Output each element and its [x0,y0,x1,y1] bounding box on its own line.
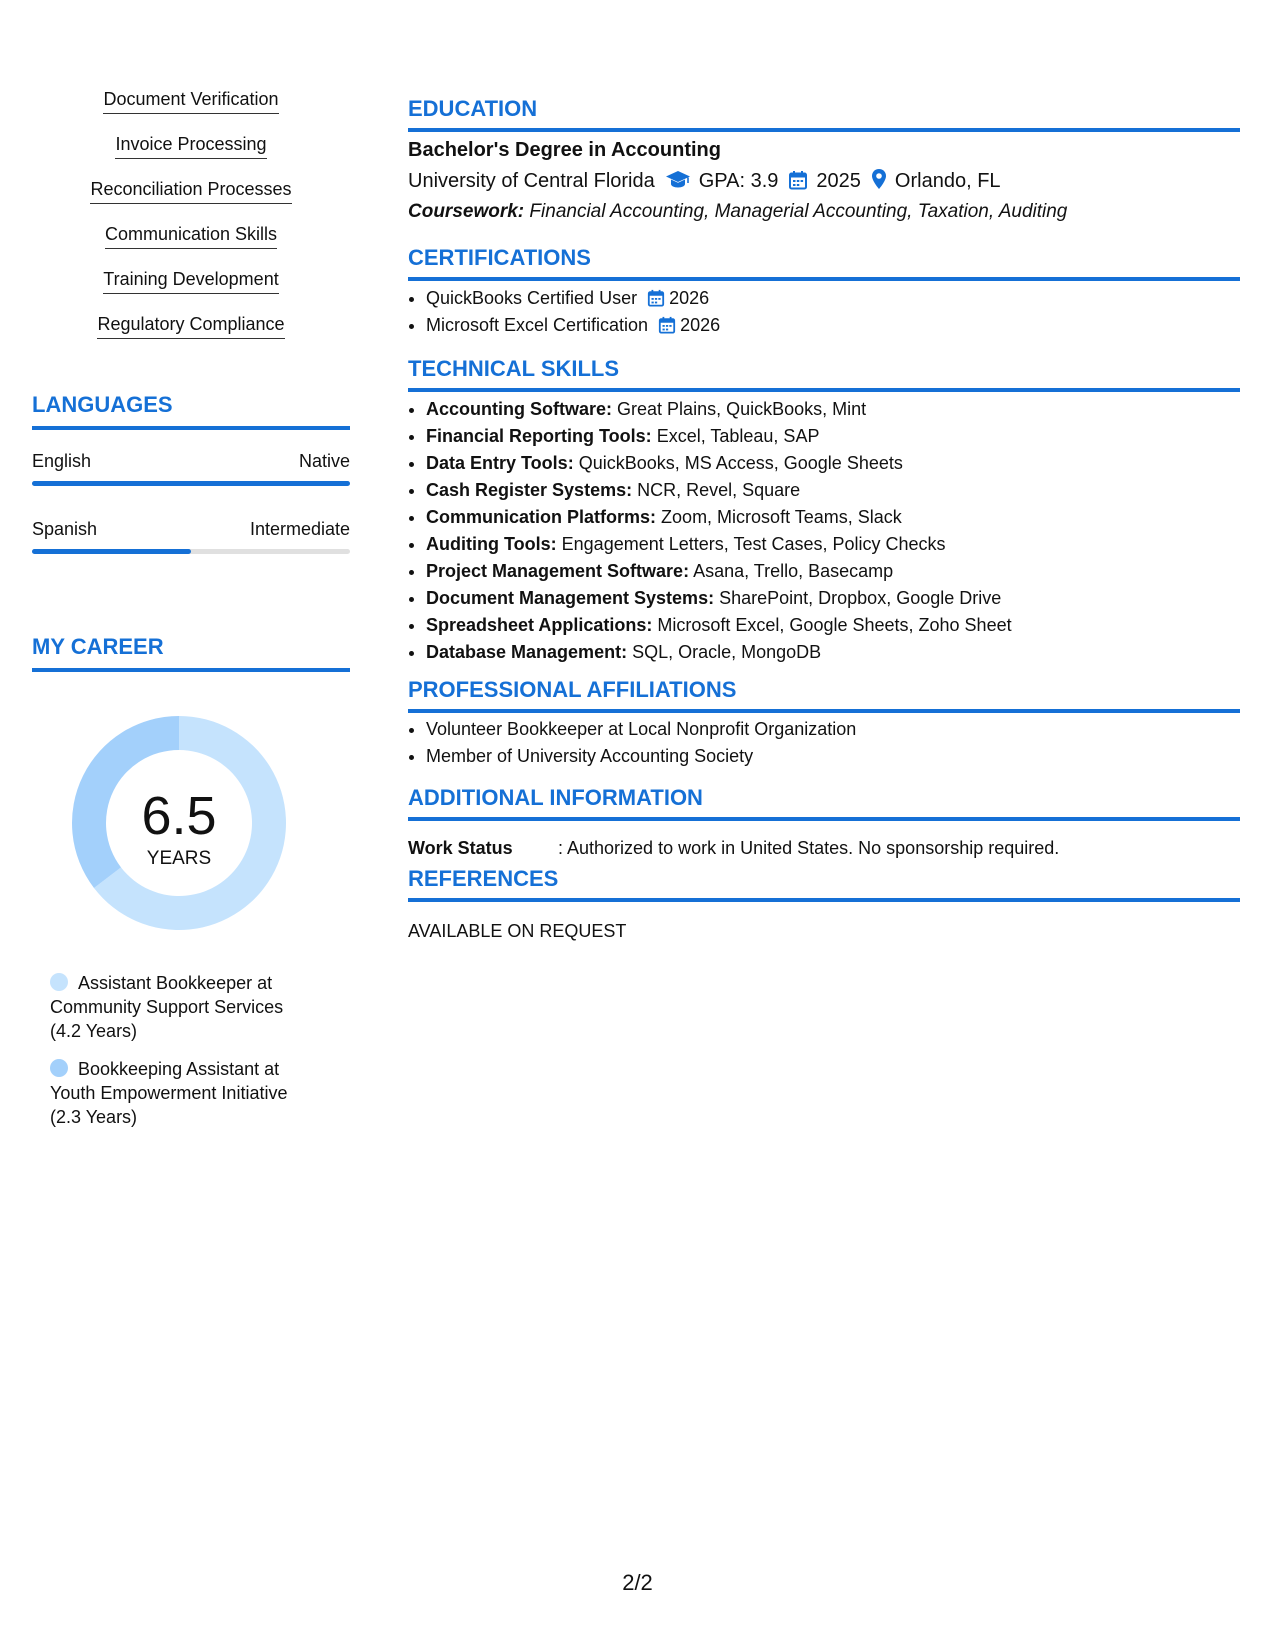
languages-heading: LANGUAGES [32,392,350,430]
education-school: University of Central Florida [408,170,655,192]
references-heading: REFERENCES [408,866,1240,902]
list-item [426,450,1246,477]
education-heading: EDUCATION [408,96,1240,132]
technical-skills-list [408,396,1246,666]
certifications-list [408,285,1246,339]
career-role-title: Assistant Bookkeeper at Community Support Services [50,973,284,1017]
references-text: AVAILABLE ON REQUEST [408,921,627,941]
skill-value: NCR, Revel, Square [637,480,801,500]
calendar-icon [658,316,676,334]
location-pin-icon [871,168,887,190]
skill-value: Excel, Tableau, SAP [656,426,820,446]
skill-value: QuickBooks, MS Access, Google Sheets [578,453,903,473]
list-item [426,504,1246,531]
career-total-value: 6.5 [141,786,217,846]
legend-dot [50,1059,68,1077]
language-bar [32,481,350,486]
technical-skills-heading: TECHNICAL SKILLS [408,356,1240,392]
skill-value: Microsoft Excel, Google Sheets, Zoho Sheet [657,615,1012,635]
certification-year: 2026 [669,288,710,308]
list-item [426,396,1246,423]
skill-item: Invoice Processing [32,133,350,178]
certification-year: 2026 [680,315,721,335]
calendar-icon [647,289,665,307]
skill-item: Training Development [32,268,350,313]
skill-label: Auditing Tools: [426,534,557,554]
skill-item: Communication Skills [32,223,350,268]
skill-label: Spreadsheet Applications: [426,615,653,635]
work-status-label: Work Status [408,838,513,858]
education-coursework [408,199,1067,225]
list-item [426,558,1246,585]
skill-label: Database Management: [426,642,628,662]
career-heading: MY CAREER [32,634,350,672]
skill-label: Communication Platforms: [426,507,657,527]
education-details [408,168,1001,194]
page-number: 2/2 [622,1570,653,1595]
legend-dot [50,973,68,991]
coursework-value: Financial Accounting, Managerial Accounting, Taxation, Auditing [529,201,1068,222]
list-item [426,531,1246,558]
skill-item: Regulatory Compliance [32,313,350,358]
education-degree: Bachelor's Degree in Accounting [408,139,721,161]
certification-name: QuickBooks Certified User [426,288,638,308]
list-item [426,477,1246,504]
skill-label: Data Entry Tools: [426,453,574,473]
language-bar [32,549,350,554]
list-item [426,285,1246,312]
certification-name: Microsoft Excel Certification [426,315,649,335]
list-item [426,312,1246,339]
skill-label: Document Management Systems: [426,588,715,608]
list-item [426,612,1246,639]
skill-value: Great Plains, QuickBooks, Mint [617,399,867,419]
affiliations-list [408,716,1246,770]
skill-label: Financial Reporting Tools: [426,426,652,446]
skill-item: Reconciliation Processes [32,178,350,223]
skill-value: SharePoint, Dropbox, Google Drive [719,588,1002,608]
skill-value: Zoom, Microsoft Teams, Slack [661,507,902,527]
skill-item: Document Verification [32,88,350,133]
education-location: Orlando, FL [894,170,1001,192]
career-role-duration: (4.2 Years) [50,1021,138,1041]
list-item [426,423,1246,450]
graduation-cap-icon [665,170,691,190]
skill-label: Cash Register Systems: [426,480,633,500]
list-item: • Volunteer Bookkeeper at Local Nonprofit Organization [426,716,1246,743]
language-level: Intermediate [249,519,350,539]
education-year: 2025 [816,170,861,192]
language-row [32,518,350,540]
career-legend-item [50,1057,310,1129]
affiliations-heading: PROFESSIONAL AFFILIATIONS [408,677,1240,713]
language-bar-fill [32,549,191,554]
language-level: Native [298,451,350,471]
skill-label: Project Management Software: [426,561,690,581]
calendar-icon [788,170,808,190]
work-status-value: : Authorized to work in United States. No sponsorship required. [558,838,1060,858]
list-item [426,585,1246,612]
language-bar-fill [32,481,350,486]
skill-value: Asana, Trello, Basecamp [693,561,894,581]
skills-list [32,88,350,358]
skill-label: Accounting Software: [426,399,613,419]
career-role-title: Bookkeeping Assistant at Youth Empowerment Initiative [50,1059,288,1103]
additional-info-heading: ADDITIONAL INFORMATION [408,785,1240,821]
career-role-duration: (2.3 Years) [50,1107,138,1127]
coursework-label: Coursework: [408,201,525,222]
certifications-heading: CERTIFICATIONS [408,245,1240,281]
career-legend-item [50,971,310,1043]
language-row [32,450,350,472]
language-name: English [32,451,92,471]
career-donut-chart [66,710,292,936]
career-total-unit: YEARS [146,848,212,869]
list-item [426,639,1246,666]
work-status [408,836,1059,860]
list-item: • Member of University Accounting Society [426,743,1246,770]
education-gpa: GPA: 3.9 [698,170,779,192]
skill-value: Engagement Letters, Test Cases, Policy Checks [561,534,946,554]
language-name: Spanish [32,519,98,539]
skill-value: SQL, Oracle, MongoDB [632,642,822,662]
